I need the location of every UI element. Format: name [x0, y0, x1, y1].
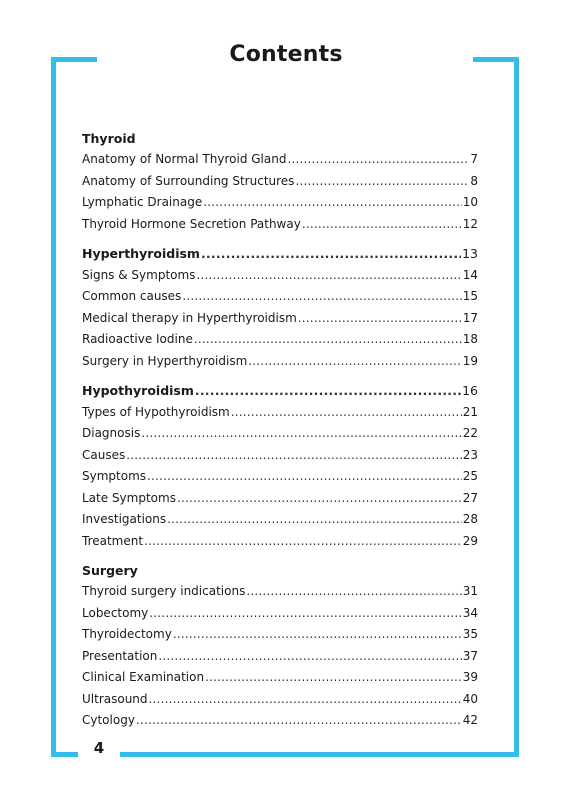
dot-leader [205, 667, 462, 689]
page-number: 4 [93, 739, 105, 757]
toc-entry[interactable] [82, 149, 478, 171]
frame-bottom-right [120, 752, 519, 757]
toc-entry-label: Signs & Symptoms [82, 267, 196, 282]
toc-entry-page: 17 [462, 310, 478, 325]
section-heading: Surgery [82, 563, 138, 578]
section-heading-row[interactable] [82, 380, 478, 402]
toc-entry[interactable] [82, 445, 478, 467]
dot-leader [173, 624, 462, 646]
toc-entry-page: 15 [462, 289, 478, 303]
toc-entry[interactable] [82, 265, 478, 287]
section-page-number: 16 [462, 383, 478, 398]
table-of-contents [82, 128, 478, 732]
toc-entry-page: 31 [462, 584, 478, 598]
dot-leader [147, 466, 462, 488]
toc-entry[interactable] [82, 509, 478, 531]
toc-entry-page: 10 [462, 195, 478, 209]
toc-entry[interactable] [82, 603, 478, 625]
toc-entry-label: Lobectomy [82, 605, 149, 620]
toc-entry-page: 25 [462, 469, 478, 483]
frame-left [51, 57, 56, 757]
dot-leader [231, 402, 462, 424]
dot-leader [298, 308, 462, 330]
toc-entry-page: 22 [462, 426, 478, 440]
section-heading: Hyperthyroidism [82, 246, 200, 261]
dot-leader [203, 192, 461, 214]
toc-entry-page: 35 [462, 627, 478, 641]
toc-entry-page: 7 [470, 152, 478, 166]
dot-leader [144, 531, 462, 553]
toc-entry-page: 28 [462, 512, 478, 526]
toc-entry[interactable] [82, 624, 478, 646]
toc-entry-label: Thyroidectomy [82, 627, 172, 641]
dot-leader [196, 265, 461, 287]
page-title: Contents [229, 42, 343, 67]
toc-entry-page: 29 [462, 533, 478, 548]
toc-entry-label: Investigations [82, 512, 167, 526]
dot-leader [149, 689, 462, 711]
dot-leader [136, 710, 462, 732]
toc-entry-page: 8 [470, 173, 478, 188]
toc-entry-page: 12 [462, 216, 478, 231]
toc-entry[interactable] [82, 171, 478, 193]
toc-entry[interactable] [82, 488, 478, 510]
toc-entry[interactable] [82, 646, 478, 668]
toc-entry[interactable] [82, 689, 478, 711]
toc-entry[interactable] [82, 466, 478, 488]
toc-entry[interactable] [82, 329, 478, 351]
dot-leader [182, 286, 461, 308]
toc-entry-page: 40 [462, 691, 478, 706]
toc-entry-label: Radioactive Iodine [82, 332, 193, 346]
toc-entry-page: 34 [462, 605, 478, 620]
toc-entry-label: Thyroid surgery indications [82, 584, 246, 598]
toc-entry-label: Common causes [82, 289, 182, 303]
toc-entry-label: Symptoms [82, 469, 147, 483]
dot-leader [246, 581, 461, 603]
toc-entry-label: Diagnosis [82, 426, 141, 440]
toc-entry-page: 37 [462, 648, 478, 663]
toc-entry-label: Ultrasound [82, 691, 148, 706]
toc-entry[interactable] [82, 667, 478, 689]
toc-entry-page: 18 [462, 332, 478, 346]
toc-entry-label: Surgery in Hyperthyroidism [82, 353, 248, 368]
section-heading: Thyroid [82, 131, 136, 146]
toc-entry-label: Late Symptoms [82, 490, 176, 505]
section-heading: Hypothyroidism [82, 383, 194, 398]
toc-entry-label: Causes [82, 447, 126, 462]
dot-leader [194, 329, 462, 351]
dot-leader [149, 603, 461, 625]
toc-entry-label: Types of Hypothyroidism [82, 404, 230, 419]
toc-entry-page: 19 [462, 353, 478, 368]
toc-entry-label: Anatomy of Normal Thyroid Gland [82, 152, 287, 166]
toc-entry-page: 21 [462, 404, 478, 419]
dot-leader [141, 423, 461, 445]
toc-entry[interactable] [82, 308, 478, 330]
toc-entry[interactable] [82, 581, 478, 603]
toc-entry[interactable] [82, 423, 478, 445]
dot-leader [201, 243, 461, 265]
toc-entry-page: 14 [462, 267, 478, 282]
toc-entry[interactable] [82, 351, 478, 373]
dot-leader [158, 646, 461, 668]
toc-entry-label: Medical therapy in Hyperthyroidism [82, 310, 297, 325]
toc-entry[interactable] [82, 531, 478, 553]
toc-entry-label: Lymphatic Drainage [82, 195, 203, 209]
toc-entry-label: Cytology [82, 713, 135, 727]
toc-entry[interactable] [82, 286, 478, 308]
toc-entry[interactable] [82, 214, 478, 236]
toc-entry-page: 23 [462, 447, 478, 462]
toc-entry[interactable] [82, 402, 478, 424]
dot-leader [302, 214, 462, 236]
toc-entry-label: Clinical Examination [82, 670, 205, 684]
dot-leader [287, 149, 469, 171]
dot-leader [195, 380, 461, 402]
dot-leader [126, 445, 461, 467]
toc-entry-label: Presentation [82, 648, 158, 663]
dot-leader [295, 171, 469, 193]
section-page-number: 13 [462, 246, 478, 261]
dot-leader [167, 509, 462, 531]
toc-entry-page: 27 [462, 490, 478, 505]
section-heading-row[interactable] [82, 243, 478, 265]
toc-entry-page: 42 [462, 713, 478, 727]
toc-entry[interactable] [82, 710, 478, 732]
toc-entry-label: Thyroid Hormone Secretion Pathway [82, 216, 301, 231]
toc-entry[interactable] [82, 192, 478, 214]
dot-leader [248, 351, 461, 373]
toc-entry-label: Treatment [82, 533, 144, 548]
frame-right [514, 57, 519, 757]
toc-entry-page: 39 [462, 670, 478, 684]
toc-entry-label: Anatomy of Surrounding Structures [82, 173, 295, 188]
dot-leader [177, 488, 462, 510]
frame-bottom-left [51, 752, 78, 757]
